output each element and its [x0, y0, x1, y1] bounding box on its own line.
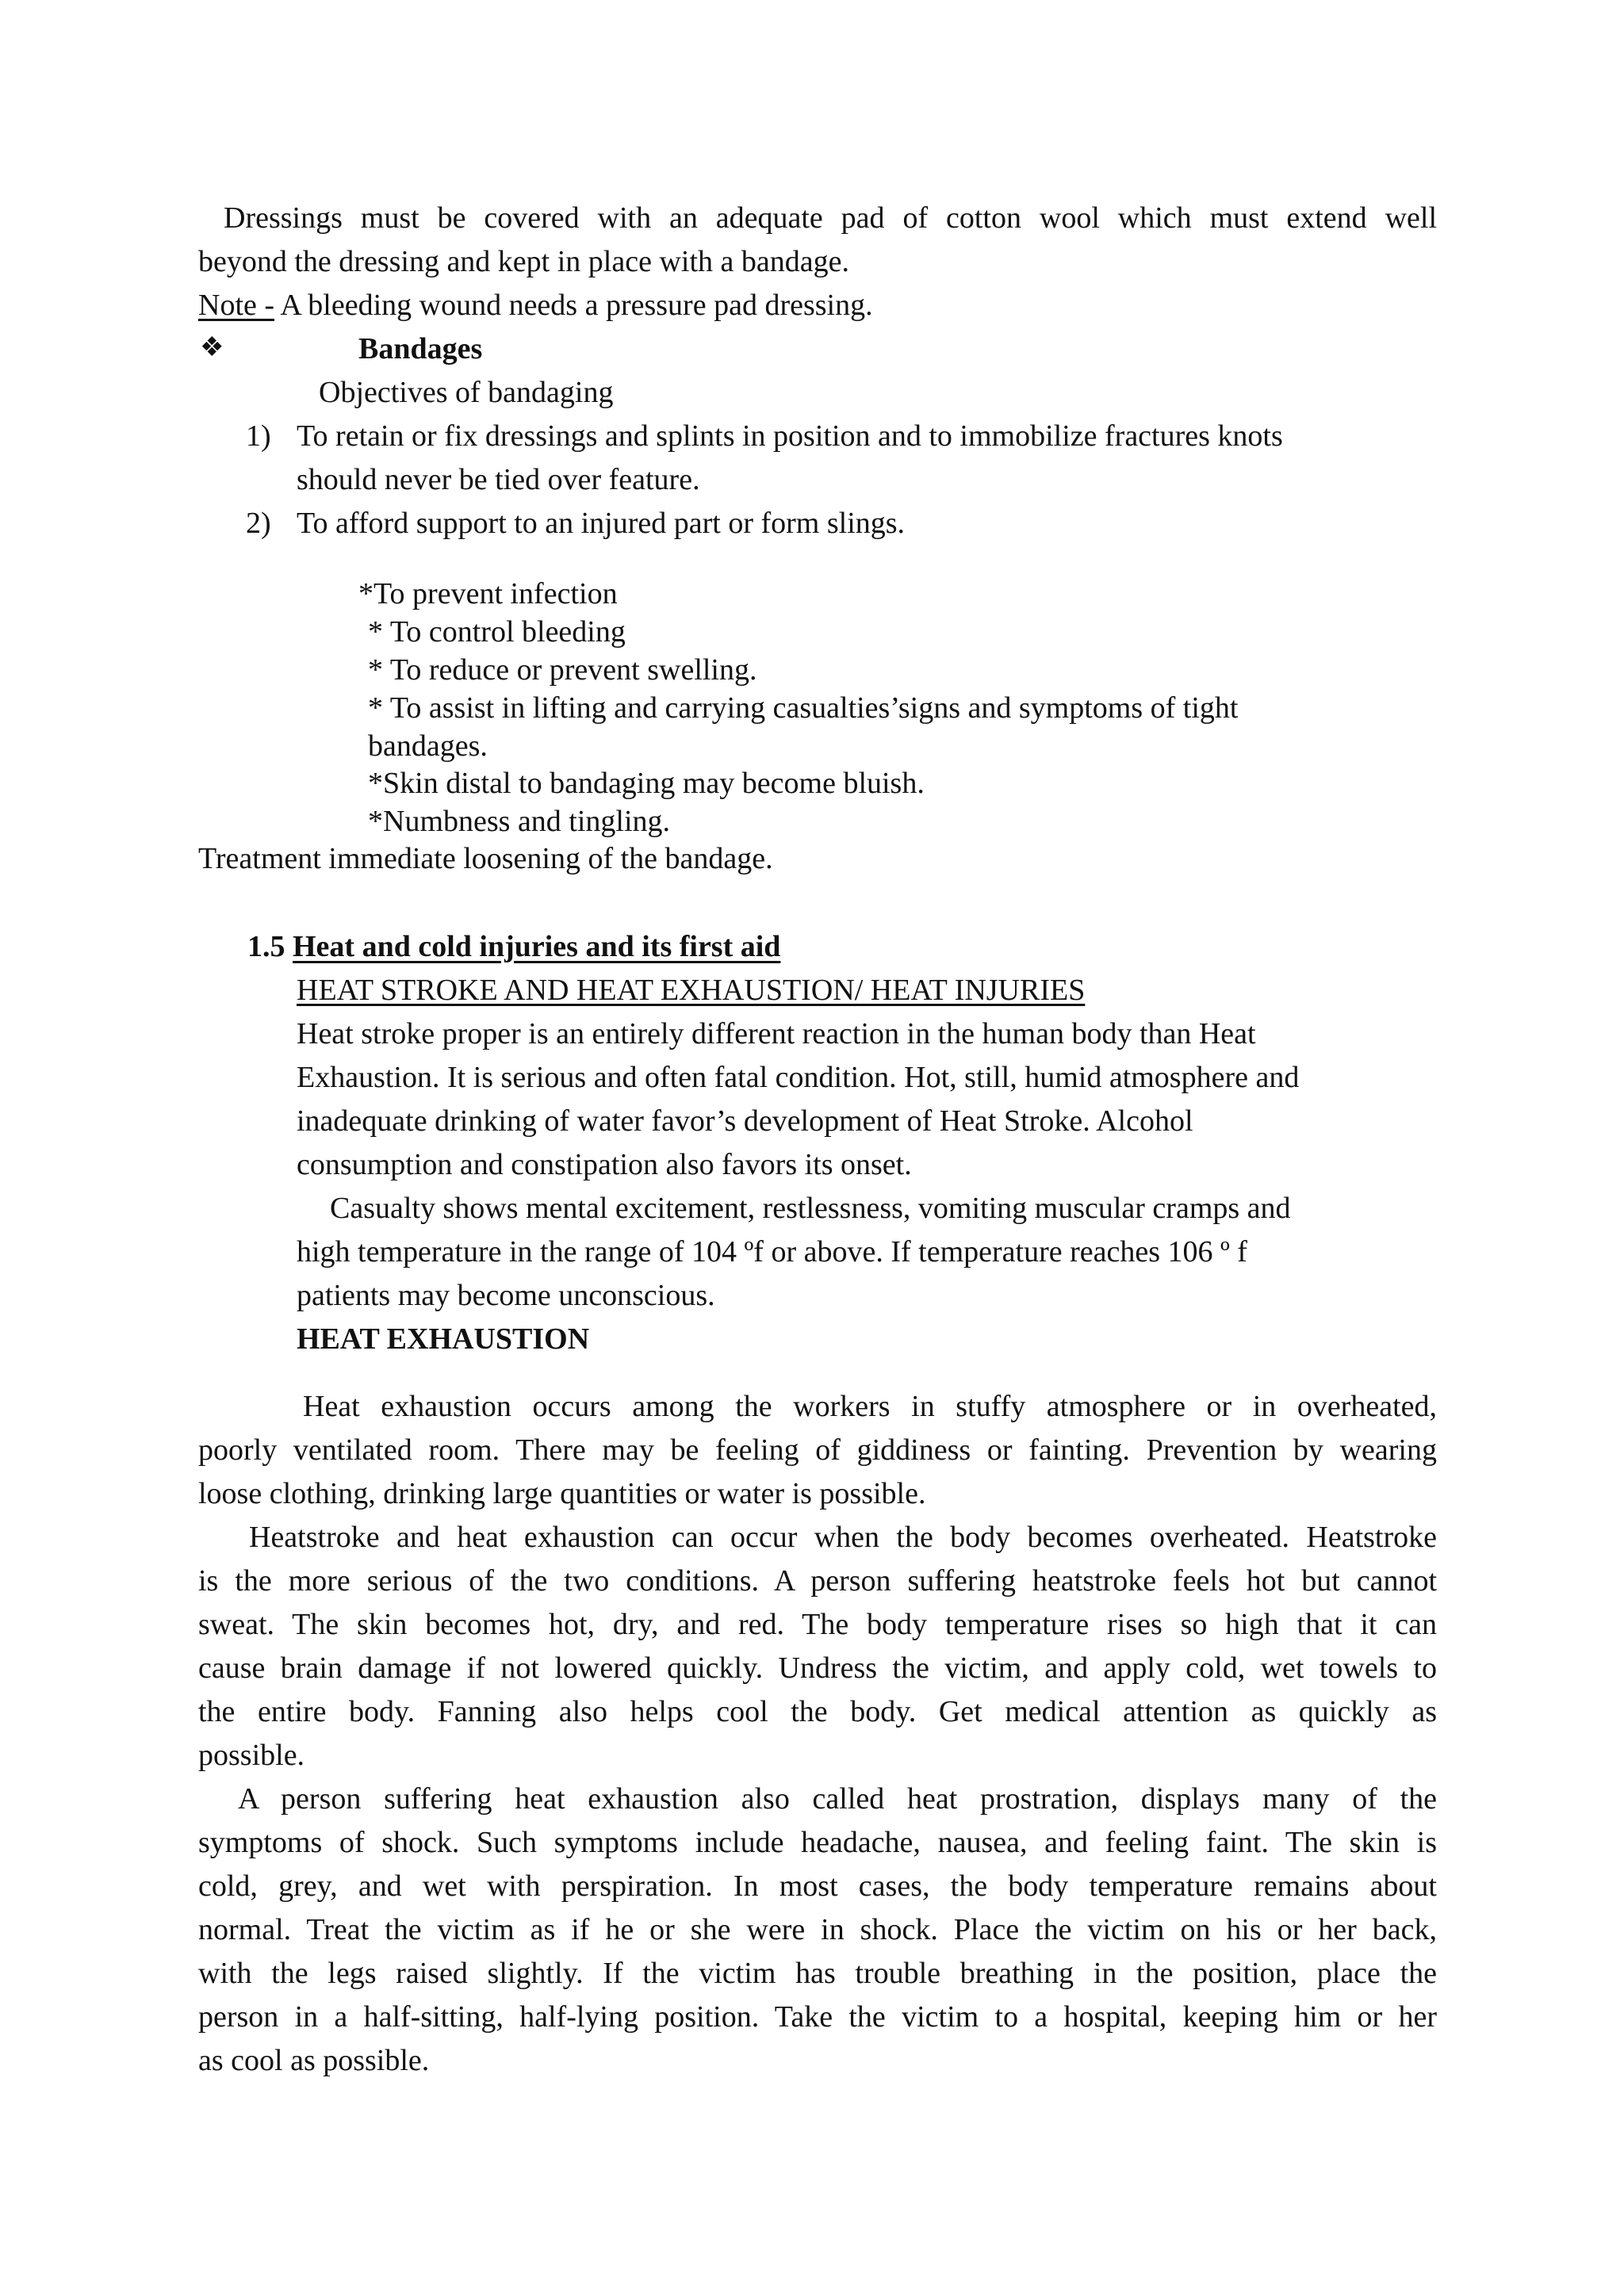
list-number: 1) — [246, 419, 271, 453]
note-line — [198, 290, 873, 320]
paragraph-line: Exhaustion. It is serious and often fatal condition. Hot, still, humid atmosphere and — [297, 1061, 1300, 1094]
objectives-label: Objectives of bandaging — [319, 376, 614, 409]
section-number: 1.5 — [247, 930, 293, 963]
paragraph-line: the entire body. Fanning also helps cool the body. Get medical attention as quickly as — [198, 1695, 1437, 1728]
list-item-line: should never be tied over feature. — [297, 463, 700, 496]
section-heading — [247, 932, 780, 962]
note-label: Note - — [198, 289, 275, 322]
paragraph-line: high temperature in the range of 104 ºf or above. If temperature reaches 106 º f — [297, 1235, 1247, 1269]
bandage-point: * To reduce or prevent swelling. — [368, 653, 757, 687]
paragraph-line: is the more serious of the two conditions. A person suffering heatstroke feels hot but cannot — [198, 1564, 1437, 1598]
heat-exhaustion-heading: HEAT EXHAUSTION — [297, 1322, 590, 1356]
paragraph-line: as cool as possible. — [198, 2044, 430, 2077]
paragraph-line: poorly ventilated room. There may be feeling of giddiness or fainting. Prevention by wearing — [198, 1433, 1437, 1467]
section-title: Heat and cold injuries and its first aid — [293, 930, 781, 963]
paragraph-line: patients may become unconscious. — [297, 1279, 715, 1312]
paragraph-line: inadequate drinking of water favor’s development of Heat Stroke. Alcohol — [297, 1104, 1193, 1138]
intro-line-1: Dressings must be covered with an adequate pad of cotton wool which must extend well — [224, 201, 1437, 235]
paragraph-line: Heatstroke and heat exhaustion can occur when the body becomes overheated. Heatstroke — [249, 1521, 1437, 1554]
list-item-line: To retain or fix dressings and splints in position and to immobilize fractures knots — [297, 419, 1283, 453]
bandage-point: *Skin distal to bandaging may become bluish. — [368, 767, 925, 800]
bandages-heading: Bandages — [358, 332, 483, 365]
bandage-point: *To prevent infection — [358, 577, 618, 610]
paragraph-line: Heat stroke proper is an entirely different reaction in the human body than Heat — [297, 1017, 1256, 1050]
paragraph-line: cold, grey, and wet with perspiration. In most cases, the body temperature remains about — [198, 1869, 1437, 1903]
paragraph-line: person in a half-sitting, half-lying position. Take the victim to a hospital, keeping him or her — [198, 2000, 1437, 2034]
paragraph-line: cause brain damage if not lowered quickly. Undress the victim, and apply cold, wet towels to — [198, 1651, 1437, 1685]
bandage-point: * To control bleeding — [368, 615, 626, 649]
paragraph-line: consumption and constipation also favors its onset. — [297, 1148, 912, 1181]
bandage-point: *Numbness and tingling. — [368, 805, 671, 838]
intro-line-2: beyond the dressing and kept in place with a bandage. — [198, 245, 849, 278]
paragraph-line: possible. — [198, 1739, 305, 1772]
paragraph-line: sweat. The skin becomes hot, dry, and red. The body temperature rises so high that it can — [198, 1608, 1437, 1641]
paragraph-line: with the legs raised slightly. If the victim has trouble breathing in the position, place the — [198, 1957, 1437, 1990]
paragraph-line: A person suffering heat exhaustion also called heat prostration, displays many of the — [238, 1782, 1437, 1816]
bandage-point: bandages. — [368, 729, 488, 763]
paragraph-line: normal. Treat the victim as if he or she were in shock. Place the victim on his or her back, — [198, 1913, 1437, 1946]
note-text: A bleeding wound needs a pressure pad dressing. — [274, 289, 873, 322]
paragraph-line: Casualty shows mental excitement, restlessness, vomiting muscular cramps and — [330, 1192, 1291, 1225]
bandage-point: * To assist in lifting and carrying casualties’signs and symptoms of tight — [368, 691, 1239, 725]
paragraph-line: loose clothing, drinking large quantities or water is possible. — [198, 1477, 926, 1510]
section-subheading: HEAT STROKE AND HEAT EXHAUSTION/ HEAT INJURIES — [297, 974, 1086, 1007]
treatment-line: Treatment immediate loosening of the bandage. — [198, 842, 773, 875]
paragraph-line: symptoms of shock. Such symptoms include headache, nausea, and feeling faint. The skin is — [198, 1826, 1437, 1859]
paragraph-line: Heat exhaustion occurs among the workers in stuffy atmosphere or in overheated, — [303, 1390, 1437, 1423]
list-number: 2) — [246, 507, 271, 540]
list-item-line: To afford support to an injured part or form slings. — [297, 507, 906, 540]
diamond-bullet-icon: ❖ — [200, 333, 224, 362]
